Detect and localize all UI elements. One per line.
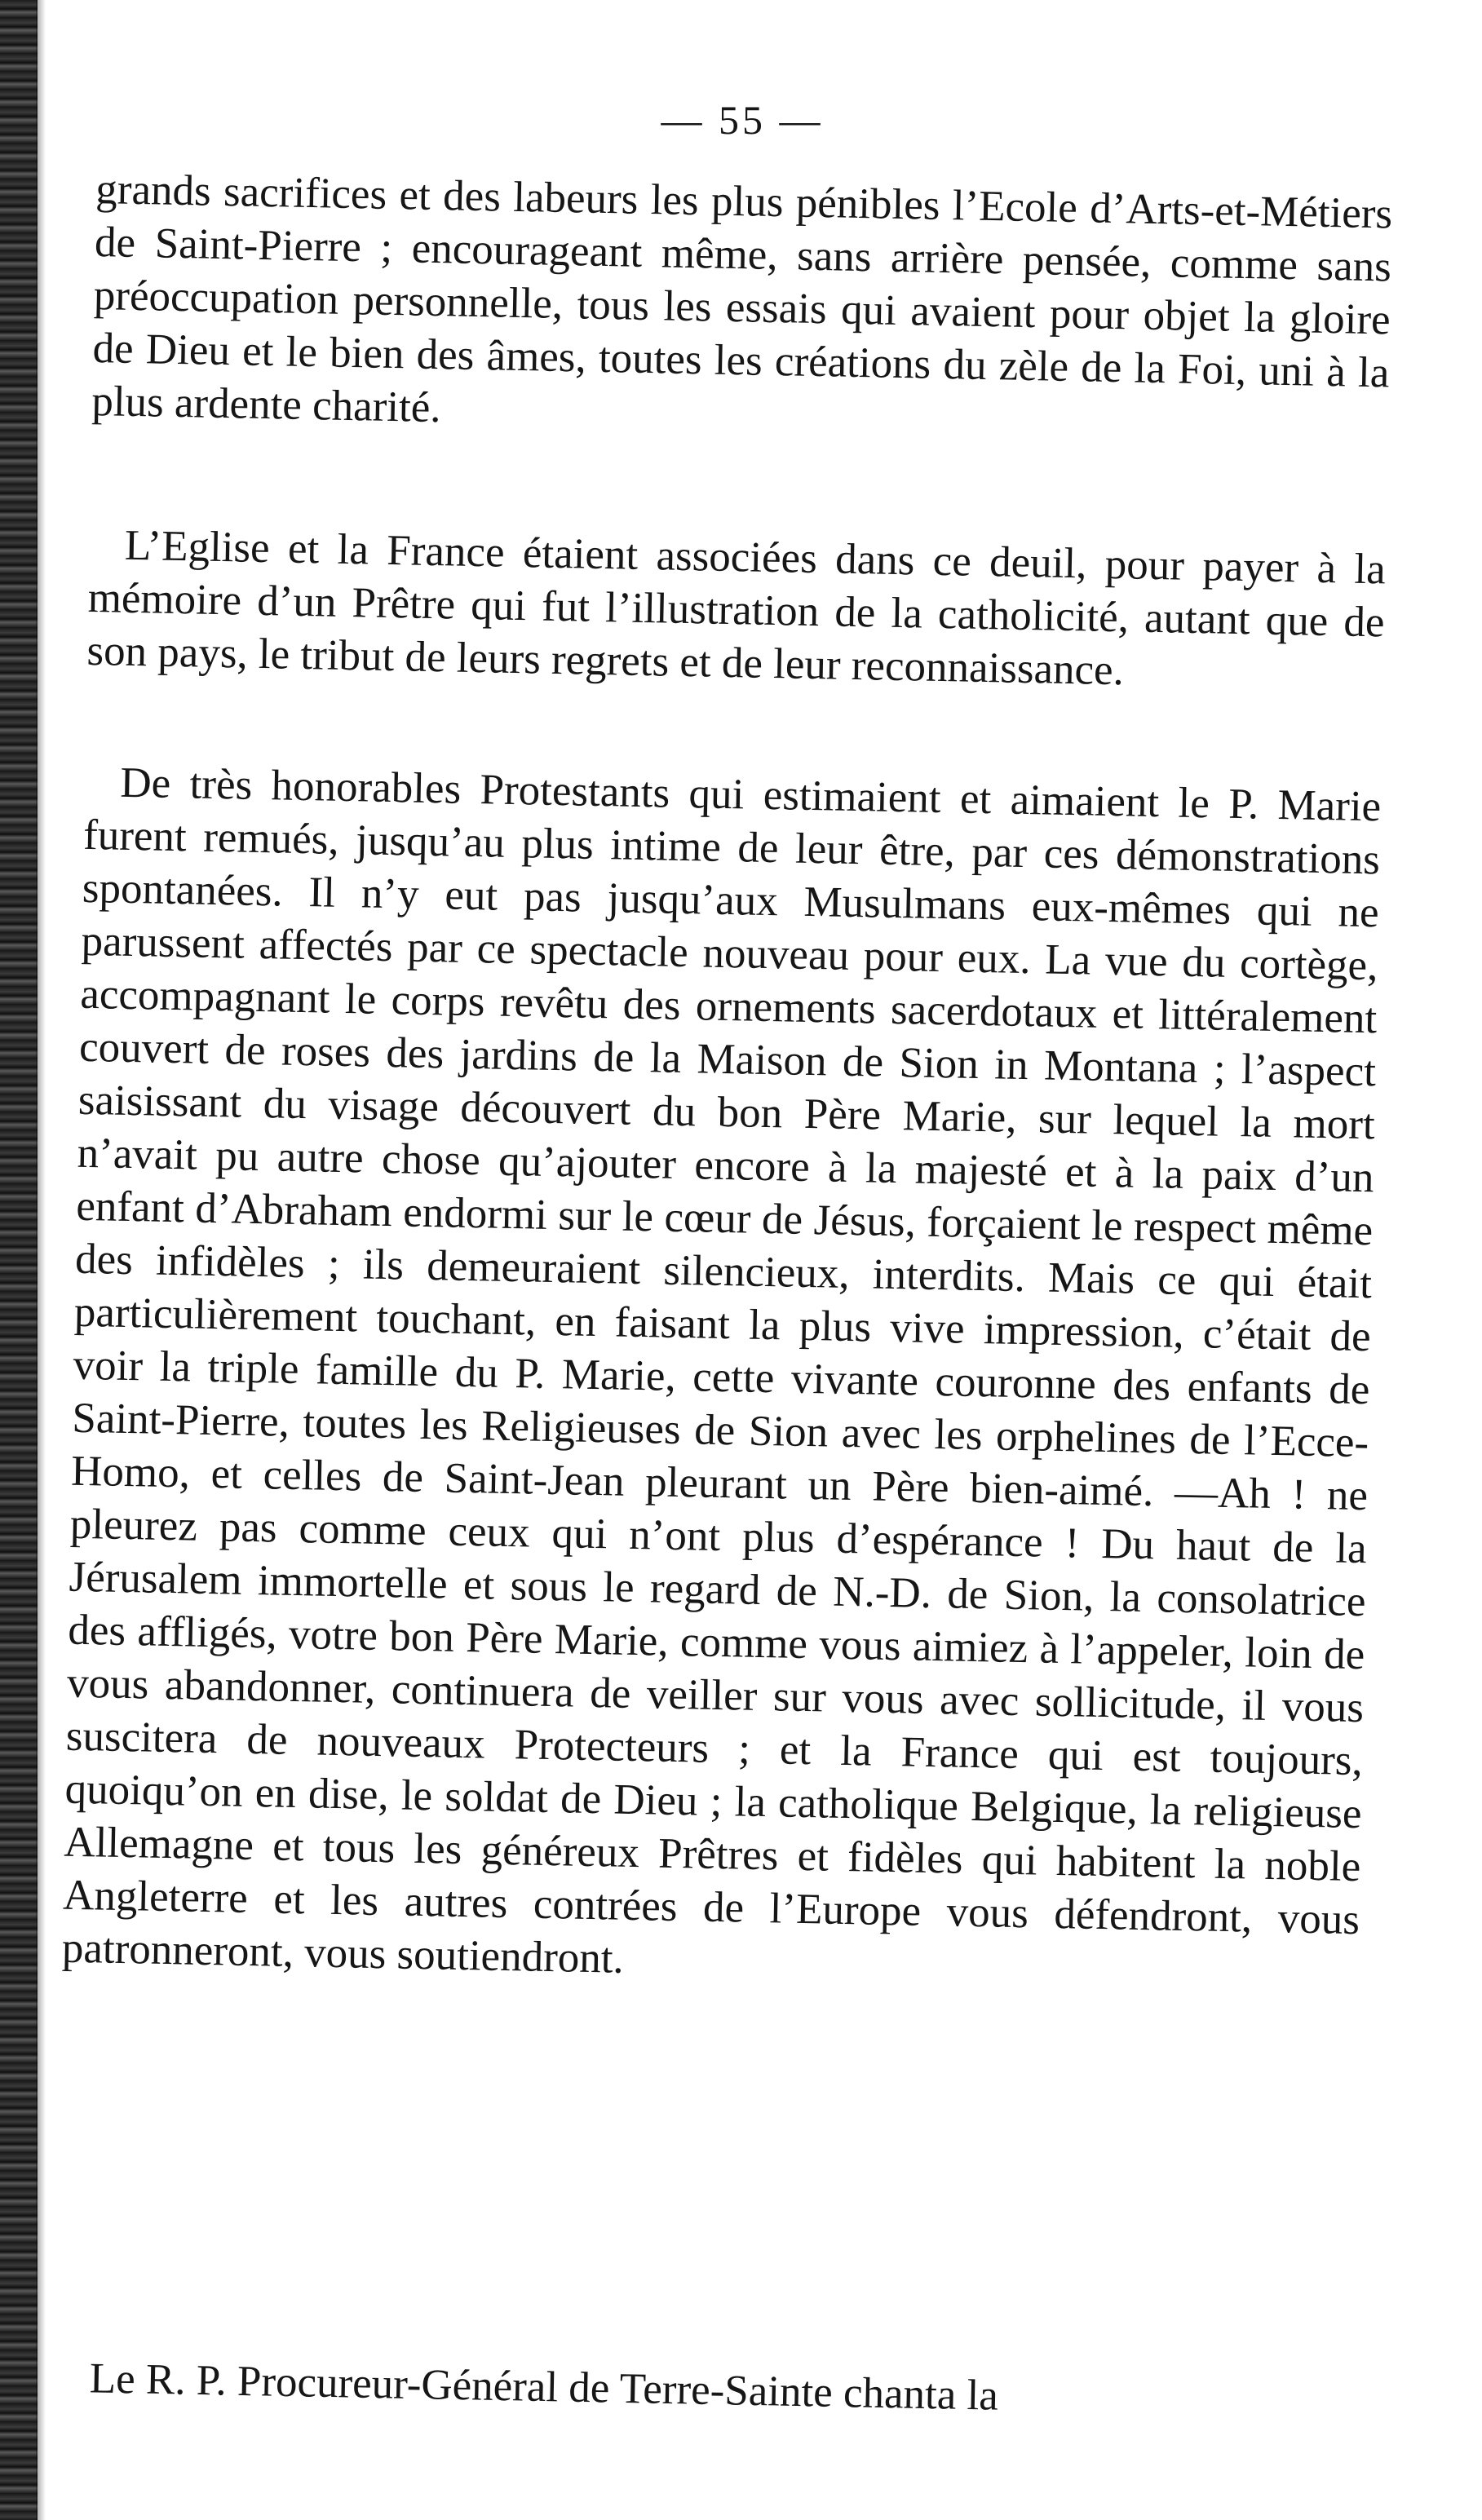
paragraph-3: De très honorables Protestants qui estimaient et aimaient le P. Marie furent remués, jusqu’au plus intime de leur être, par ces démonstrations spontanées. Il n’y eut pas jusqu’aux Musulmans eux-mêmes qui ne parussent affectés par ce spectacle nouveau pour eux. La vue du cortège, accompagnant le corps revêtu des ornements sacerdotaux et littéralement couvert de roses des jardins de la Maison de Sion in Montana ; l’aspect saisissant du visage découvert du bon Père Marie, sur lequel la mort n’avait pu autre chose qu’ajouter encore à la majesté et à la paix d’un enfant d’Abraham endormi sur le cœur de Jésus, forçaient le respect même des infidèles ; ils demeuraient silencieux, interdits. Mais ce qui était particulièrement touchant, en faisant la plus vive impression, c’était de voir la triple famille du P. Marie, cette vivante couronne des enfants de Saint-Pierre, toutes les Religieuses de Sion avec les orphelines de l’Ecce-Homo, et celles de Saint-Jean pleurant un Père bien-aimé. —Ah ! ne pleurez pas comme ceux qui n’ont plus d’espérance ! Du haut de la Jérusalem immortelle et sous le regard de N.-D. de Sion, la consolatrice des affligés, votre bon Père Marie, comme vous aimiez à l’appeler, loin de vous abandonner, continuera de veiller sur vous avec sollicitude, il vous suscitera de nouveaux Protecteurs ; et la France qui est toujours, quoiqu’on en dise, le soldat de Dieu ; la catholique Belgique, la religieuse Allemagne et tous les généreux Prêtres et fidèles qui habitent la noble Angleterre et les autres contrées de l’Europe vous défendront, vous patronneront, vous soutiendront. <box>61 758 1382 1983</box>
page-body <box>53 163 1393 2434</box>
paragraph-2: L’Eglise et la France étaient associées dans ce deuil, pour payer à la mémoire d’un Prêtre qui fut l’illustration de la catholicité, autant que de son pays, le tribut de leurs regrets et de leur reconnaissance. <box>86 521 1387 695</box>
paragraph-4: Le R. P. Procureur-Général de Terre-Sainte chanta la <box>89 2354 999 2420</box>
paragraph-1: grands sacrifices et des labeurs les plus pénibles l’Ecole d’Arts-et-Métiers de Saint-Pierre ; encourageant même, sans arrière pensée, comme sans préoccupation personnelle, tous les essais qui avaient pour objet la gloire de Dieu et le bien des âmes, toutes les créations du zèle de la Foi, uni à la plus ardente charité. <box>91 165 1393 432</box>
page-number: — 55 — <box>661 97 824 143</box>
book-binding-edge <box>0 0 38 2520</box>
